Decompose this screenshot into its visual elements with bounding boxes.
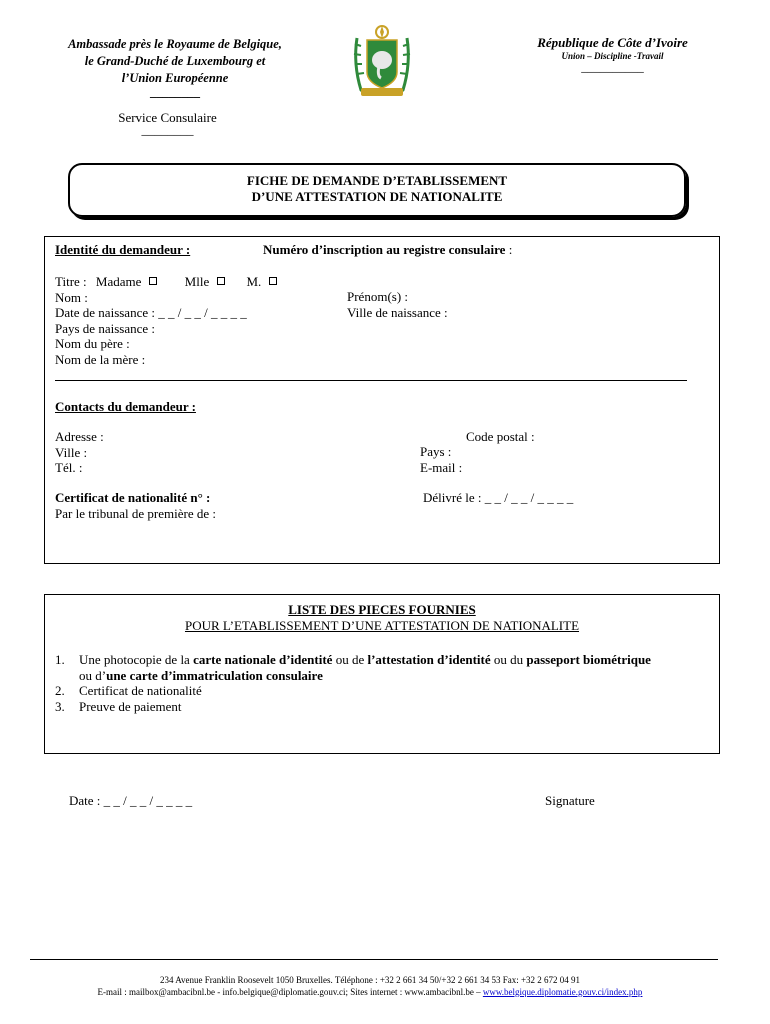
titre-option-madame-label: Madame: [95, 274, 142, 289]
date-naissance-field[interactable]: Date de naissance : _ _ / _ _ / _ _ _ _: [55, 305, 247, 320]
nom-mere-field[interactable]: Nom de la mère :: [55, 351, 146, 367]
titre-option-m-label: M.: [246, 274, 262, 289]
identity-fields-right: [347, 289, 448, 320]
footer-divider: [30, 959, 718, 960]
titre-label: Titre :: [55, 274, 87, 289]
embassy-name: [40, 36, 310, 97]
registry-number-colon: :: [505, 242, 513, 257]
identity-heading: Identité du demandeur :: [55, 242, 191, 257]
identity-fields: [55, 274, 277, 367]
list-item-number: 3.: [55, 698, 65, 714]
form-title-box: [68, 163, 686, 217]
checkbox-icon[interactable]: [269, 277, 277, 285]
contacts-fields-right: [420, 444, 462, 475]
list-item-number: 1.: [55, 652, 65, 667]
website-link[interactable]: www.belgique.diplomatie.gouv.ci/index.php: [482, 987, 643, 997]
republic-rule: __________: [581, 60, 644, 74]
contacts-heading: Contacts du demandeur :: [55, 399, 196, 414]
embassy-line-2: le Grand-Duché de Luxembourg et: [84, 54, 266, 68]
date-field[interactable]: Date : _ _ / _ _ / _ _ _ _: [69, 793, 193, 808]
list-item-bold: carte nationale d’identité: [193, 652, 333, 667]
footer-contacts: [0, 987, 740, 997]
titre-row: [55, 274, 277, 290]
list-item-text: Preuve de paiement: [79, 698, 182, 714]
ville-naissance-field[interactable]: Ville de naissance :: [347, 304, 448, 320]
pieces-heading: LISTE DES PIECES FOURNIES: [288, 602, 476, 617]
embassy-rule: ________: [150, 85, 200, 99]
registry-number-field[interactable]: [263, 242, 512, 258]
list-item-bold: l’attestation d’identité: [367, 652, 491, 667]
prenom-field[interactable]: Prénom(s) :: [347, 289, 409, 304]
certificat-field[interactable]: Certificat de nationalité n° :: [55, 490, 211, 505]
ville-field[interactable]: Ville :: [55, 444, 88, 460]
footer-contacts-text: E-mail : mailbox@ambacibnl.be - info.belgique@diplomatie.gouv.ci; Sites internet : www.ambacibnl.be –: [97, 987, 483, 997]
titre-option-madame[interactable]: [96, 274, 157, 289]
tel-field[interactable]: Tél. :: [55, 460, 83, 475]
identity-section: [44, 236, 720, 564]
form-title: [70, 173, 684, 205]
pieces-section: [44, 594, 720, 754]
tribunal-field[interactable]: Par le tribunal de première de :: [55, 506, 216, 521]
list-item: [55, 699, 711, 715]
list-item: [55, 683, 711, 699]
adresse-field[interactable]: Adresse :: [55, 429, 104, 444]
embassy-line-3: l’Union Européenne: [121, 71, 229, 85]
form-title-line-2: D’UNE ATTESTATION DE NATIONALITE: [251, 189, 503, 204]
pieces-subheading: POUR L’ETABLISSEMENT D’UNE ATTESTATION DE NATIONALITE: [184, 618, 580, 633]
list-item-bold: passeport biométrique: [526, 652, 651, 667]
nom-field[interactable]: Nom :: [55, 289, 88, 305]
pays-naissance-field[interactable]: Pays de naissance :: [55, 320, 156, 336]
registry-number-label: Numéro d’inscription au registre consulaire: [263, 242, 506, 257]
signature-field[interactable]: Signature: [545, 793, 595, 808]
republic-motto: Union – Discipline -Travail: [561, 51, 664, 61]
list-item-text: ou de: [332, 652, 368, 667]
nom-pere-field[interactable]: Nom du père :: [55, 336, 130, 351]
service-consulaire: Service Consulaire: [118, 110, 217, 125]
separator-line: [55, 380, 687, 381]
titre-option-mlle-label: Mlle: [184, 274, 210, 289]
list-item-text: ou du: [490, 652, 527, 667]
list-item-text: Une photocopie de la: [79, 652, 194, 667]
list-item-text: ou d’: [79, 667, 107, 683]
list-item-number: 2.: [55, 683, 65, 698]
delivre-field[interactable]: Délivré le : _ _ / _ _ / _ _ _ _: [423, 490, 574, 505]
footer-address: 234 Avenue Franklin Roosevelt 1050 Bruxelles. Téléphone : +32 2 661 34 50/+32 2 661 34 53 Fax: +32 2 672 04 91: [159, 975, 581, 985]
list-item-text: Certificat de nationalité: [79, 683, 202, 698]
checkbox-icon[interactable]: [217, 277, 225, 285]
list-item-bold: une carte d’immatriculation consulaire: [106, 667, 323, 683]
republic-name: République de Côte d’Ivoire: [537, 35, 688, 50]
list-item: [55, 652, 711, 683]
titre-option-mlle[interactable]: [185, 274, 226, 289]
embassy-line-1: Ambassade près le Royaume de Belgique,: [68, 37, 282, 51]
email-field[interactable]: E-mail :: [420, 459, 463, 475]
service-rule: ________: [141, 122, 194, 137]
form-title-line-1: FICHE DE DEMANDE D’ETABLISSEMENT: [246, 173, 508, 188]
checkbox-icon[interactable]: [149, 277, 157, 285]
titre-option-m[interactable]: [246, 274, 277, 289]
pieces-list: [55, 652, 711, 714]
coat-of-arms-icon: [351, 24, 413, 100]
pays-field[interactable]: Pays :: [420, 444, 452, 459]
code-postal-field[interactable]: Code postal :: [466, 429, 535, 444]
contacts-fields-left: [55, 429, 104, 476]
